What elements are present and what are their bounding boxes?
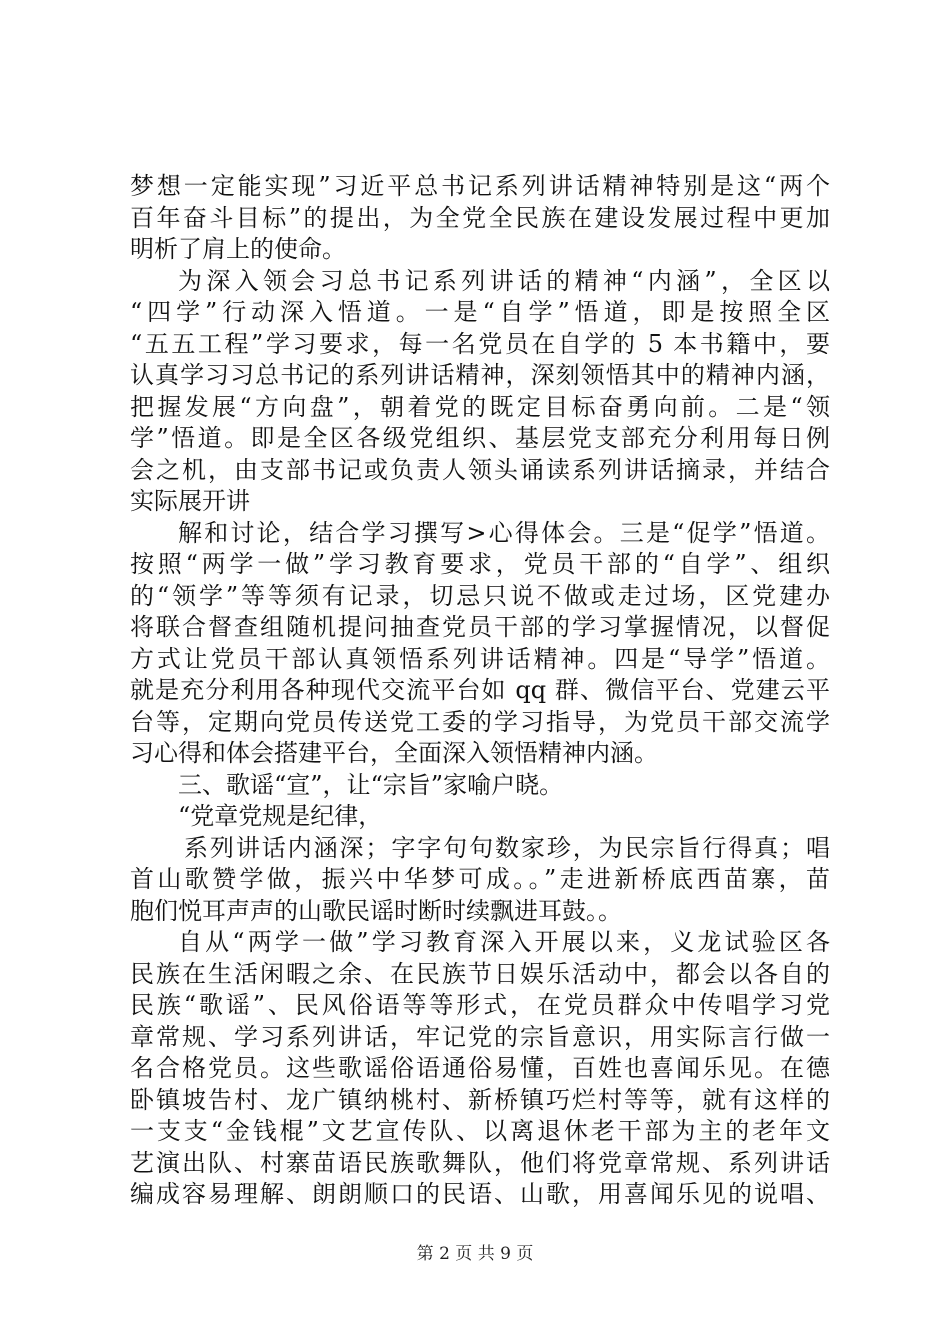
text-line: “五五工程”学习要求，每一名党员在自学的 5 本书籍中，要	[130, 329, 830, 358]
text-line: 自从“两学一做”学习教育深入开展以来，义龙试验区各	[178, 928, 830, 956]
text-line: 民族“歌谣”、民风俗语等等形式，在党员群众中传唱学习党	[130, 991, 830, 1019]
text-line: “党章党规是纪律，	[178, 802, 383, 830]
text-line: 编成容易理解、朗朗顺口的民语、山歌，用喜闻乐见的说唱、	[130, 1180, 830, 1208]
text-line: 艺演出队、村寨苗语民族歌舞队，他们将党章常规、系列讲话	[130, 1148, 830, 1177]
text-line: 学”悟道。即是全区各级党组织、基层党支部充分利用每日例	[130, 424, 830, 452]
text-line: “四学”行动深入悟道。一是“自学”悟道，即是按照全区	[130, 298, 830, 326]
text-line: 系列讲话内涵深；字字句句数家珍，为民宗旨行得真；唱	[184, 833, 830, 862]
text-line: 为深入领会习总书记系列讲话的精神“内涵”，全区以	[178, 266, 830, 295]
text-line: 台等，定期向党员传送党工委的学习指导，为党员干部交流学	[130, 707, 830, 736]
text-line: 会之机，由支部书记或负责人领头诵读系列讲话摘录，并结合	[130, 455, 830, 484]
text-line: 方式让党员干部认真领悟系列讲话精神。四是“导学”悟道。	[130, 644, 830, 673]
text-line: 胞们悦耳声声的山歌民谣时断时续飘进耳鼓。。	[130, 896, 622, 925]
text-line: 按照“两学一做”学习教育要求，党员干部的“自学”、组织	[130, 550, 830, 578]
text-line: 章常规、学习系列讲话，牢记党的宗旨意识，用实际言行做一	[130, 1022, 830, 1051]
text-line: 民族在生活闲暇之余、在民族节日娱乐活动中，都会以各自的	[130, 959, 830, 988]
text-line: 首山歌赞学做，振兴中华梦可成。。”走进新桥底西苗寨，苗	[130, 865, 830, 893]
text-line: 卧镇坡告村、龙广镇纳桃村、新桥镇巧烂村等等，就有这样的	[130, 1085, 830, 1114]
text-line: 三、歌谣“宣”，让“宗旨”家喻户晓。	[178, 770, 564, 799]
text-line: 实际展开讲	[130, 487, 250, 515]
text-line: 一支支“金钱棍”文艺宣传队、以离退休老干部为主的老年文	[130, 1117, 830, 1145]
text-line: 解和讨论，结合学习撰写>心得体会。三是“促学”悟道。	[178, 518, 830, 547]
body-text	[130, 171, 830, 1211]
text-line: 习心得和体会搭建平台，全面深入领悟精神内涵。	[130, 739, 658, 767]
text-line: 就是充分利用各种现代交流平台如 qq 群、微信平台、党建云平	[130, 676, 830, 704]
text-line: 明析了肩上的使命。	[130, 235, 346, 263]
text-line: 的“领学”等等须有记录，切忌只说不做或走过场，区党建办	[130, 581, 830, 610]
text-line: 把握发展“方向盘”，朝着党的既定目标奋勇向前。二是“领	[130, 392, 830, 421]
text-line: 百年奋斗目标”的提出，为全党全民族在建设发展过程中更加	[130, 203, 830, 232]
text-line: 名合格党员。这些歌谣俗语通俗易懂，百姓也喜闻乐见。在德	[130, 1054, 830, 1082]
text-line: 梦想一定能实现”习近平总书记系列讲话精神特别是这“两个	[130, 172, 830, 200]
text-line: 将联合督查组随机提问抽查党员干部的学习掌握情况，以督促	[130, 613, 830, 641]
text-line: 认真学习习总书记的系列讲话精神，深刻领悟其中的精神内涵，	[130, 361, 830, 389]
page-footer: 第 2 页 共 9 页	[416, 1244, 534, 1264]
